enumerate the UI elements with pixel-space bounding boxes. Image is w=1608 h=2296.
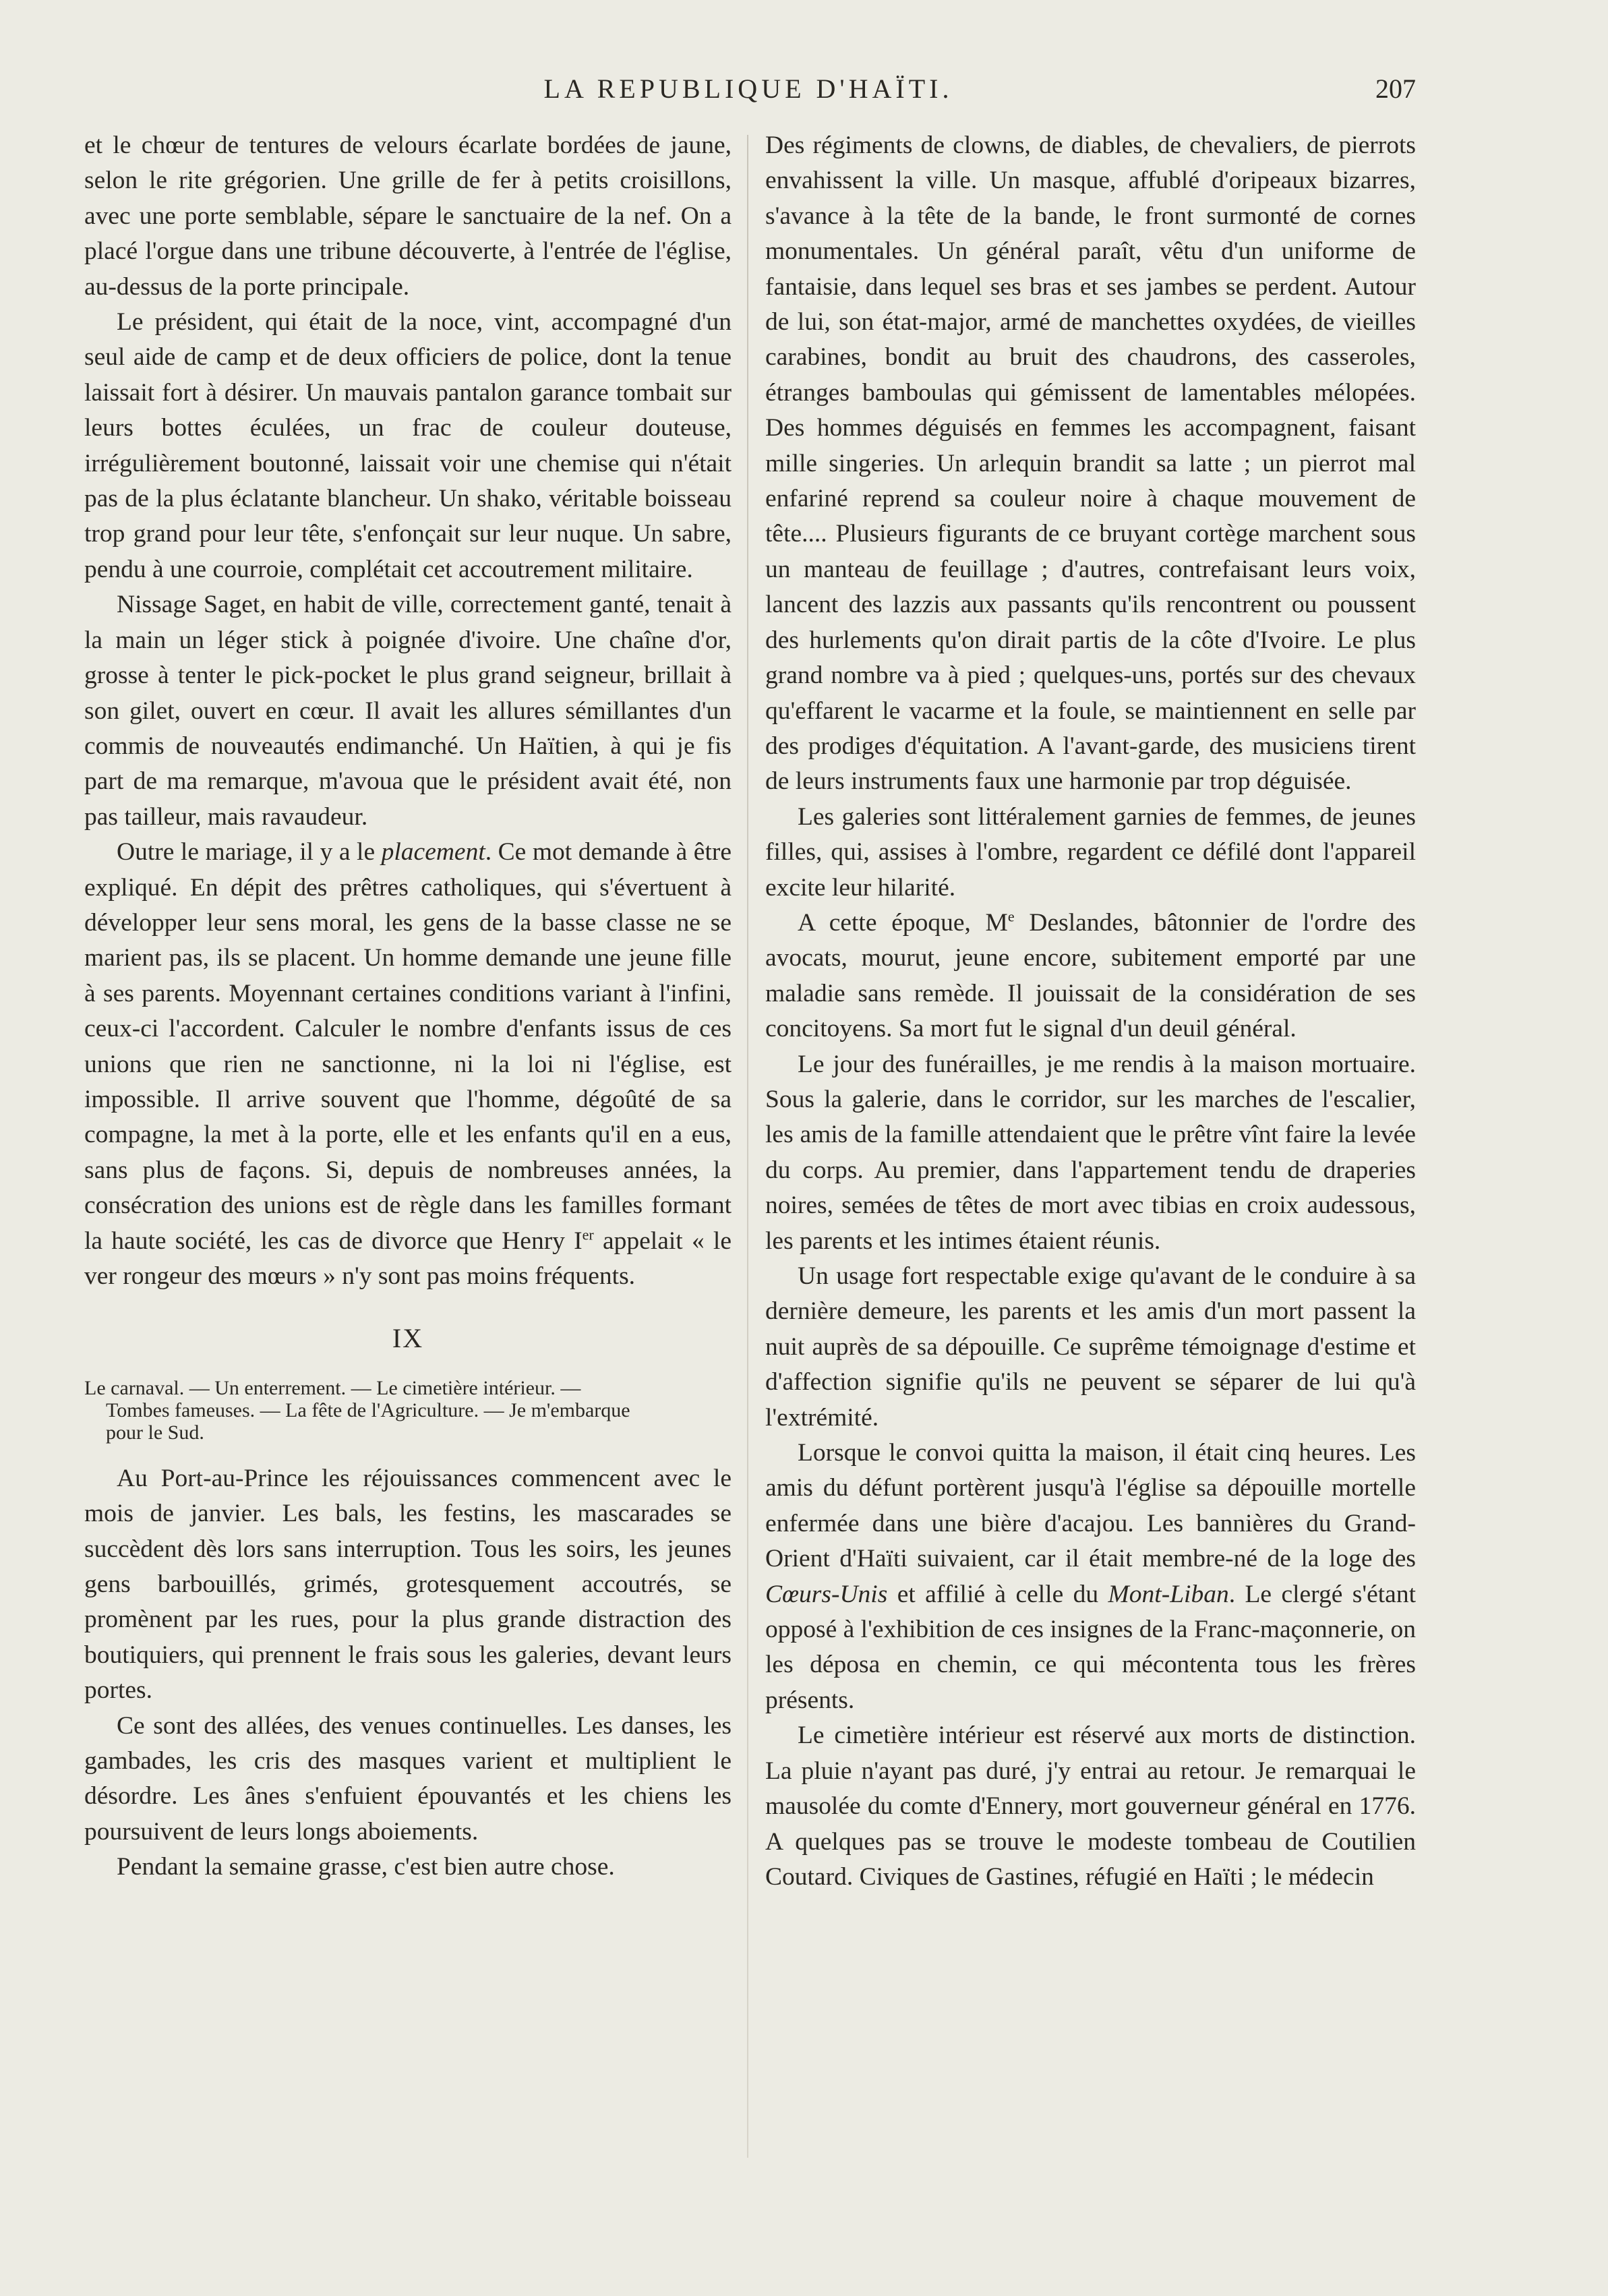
- summary-line: Le carnaval. — Un enterrement. — Le cimetière intérieur. —: [84, 1376, 581, 1399]
- paragraph: [765, 1436, 1416, 1718]
- paragraph: Les galeries sont littéralement garnies de femmes, de jeunes filles, qui, assises à l'ombre, regardent ce défilé dont l'appareil excite leur hilarité.: [765, 802, 1416, 902]
- running-title: LA REPUBLIQUE D'HAÏTI.: [543, 73, 953, 104]
- text-run: A cette époque, M: [798, 908, 1008, 937]
- paragraph: et le chœur de tentures de velours écarlate bordées de jaune, selon le rite grégorien. Une grille de fer à petits croisillons, avec une porte semblable, sépare le sanctuaire de la nef. On a placé l'orgue dans une tribune découverte, à l'entrée de l'église, au-dessus de la porte principale.: [84, 131, 732, 301]
- paragraph: Des régiments de clowns, de diables, de chevaliers, de pierrots envahissent la ville. Un masque, affublé d'oripeaux bizarres, s'avance à la tête de la bande, le front surmonté de cornes monumentales. Un général paraît, vêtu d'un uniforme de fantaisie, dans lequel ses bras et ses jambes se perdent. Autour de lui, son état-major, armé de manchettes oxydées, de vieilles carabines, bondit au bruit des chaudrons, des casseroles, étranges bamboulas qui gémissent de lamentables mélopées. Des hommes déguisés en femmes les accompagnent, faisant mille singeries. Un arlequin brandit sa latte ; un pierrot mal enfariné reprend sa couleur noire à chaque mouvement de tête.... Plusieurs figurants de ce bruyant cortège marchent sous un manteau de feuillage ; d'autres, contrefaisant leurs voix, lancent des lazzis aux passants qu'ils rencontrent ou poussent des hurlements qu'on dirait partis de la côte d'Ivoire. Le plus grand nombre va à pied ; quelques-uns, portés sur des chevaux qu'effarent le vacarme et la foule, se maintiennent en selle par des prodiges d'équitation. A l'avant-garde, des musiciens tirent de leurs instruments faux une harmonie par trop déguisée.: [765, 131, 1416, 796]
- paragraph: Nissage Saget, en habit de ville, correctement ganté, tenait à la main un léger stick à poignée d'ivoire. Une chaîne d'or, grosse à tenter le pick-pocket le plus grand seigneur, brillait à son gilet, ouvert en cœur. Il avait les allures sémillantes d'un commis de nouveautés endimanché. Un Haïtien, à qui je fis part de ma remarque, m'avoua que le président avait été, non pas tailleur, mais ravaudeur.: [84, 591, 732, 831]
- paragraph: Pendant la semaine grasse, c'est bien autre chose.: [117, 1853, 615, 1881]
- paragraph: Le cimetière intérieur est réservé aux morts de distinction. La pluie n'ayant pas duré, j'y entrai au retour. Je remarquai le mausolée du comte d'Ennery, mort gouverneur général en 1776. A quelques pas se trouve le modeste tombeau de Coutilien Coutard. Civiques de Gastines, réfugié en Haïti ; le médecin: [765, 1721, 1416, 1891]
- right-column: [765, 128, 1416, 1895]
- text-run: Lorsque le convoi quitta la maison, il était cinq heures. Les amis du défunt portèrent jusqu'à l'église sa dépouille mortelle enfermée dans une bière d'acajou. Les bannières du Grand-Orient d'Haïti suivaient, car il était membre-né de la loge des: [765, 1439, 1416, 1573]
- text-run: . Ce mot demande à être expliqué. En dépit des prêtres catholiques, qui s'évertuent à développer leur sens moral, les gens de la basse classe ne se marient pas, ils se placent. Un homme demande une jeune fille à ses parents. Moyennant certaines conditions variant à l'infini, ceux-ci l'accordent. Calculer le nombre d'enfants issus de ces unions que rien ne sanctionne, ni la loi ni l'église, est impossible. Il arrive souvent que l'homme, dégoûté de sa compagne, la met à la porte, elle et les enfants qu'il en a eus, sans plus de façons. Si, depuis de nombreuses années, la consécration des unions est de règle dans les familles formant la haute société, les cas de divorce que Henry I: [84, 838, 732, 1255]
- paragraph: Un usage fort respectable exige qu'avant de le conduire à sa dernière demeure, les parents et les amis d'un mort passent la nuit auprès de sa dépouille. Ce suprême témoignage d'estime et d'affection signifie qu'ils ne peuvent se séparer de lui qu'à l'extrémité.: [765, 1262, 1416, 1432]
- text-run: et affilié à celle du: [887, 1580, 1108, 1608]
- superscript: er: [582, 1226, 594, 1243]
- text-run: Outre le mariage, il y a le: [117, 838, 382, 866]
- column-divider: [747, 135, 748, 2158]
- chapter-summary: [84, 1377, 732, 1444]
- text-run: . Le clergé s'étant opposé à l'exhibition de ces insignes de la Franc-maçonnerie, on les déposa en chemin, ce qui mécontenta tous les frères présents.: [765, 1580, 1416, 1714]
- page-number: 207: [1375, 73, 1416, 104]
- text-run: appelait « le ver rongeur des mœurs » n'y sont pas moins fréquents.: [84, 1227, 732, 1290]
- paragraph: [765, 906, 1416, 1047]
- summary-line: pour le Sud.: [106, 1421, 204, 1444]
- paragraph: Le jour des funérailles, je me rendis à la maison mortuaire. Sous la galerie, dans le corridor, sur les marches de l'escalier, les amis de la famille attendaient que le prêtre vînt faire la levée du corps. Au premier, dans l'appartement tendu de draperies noires, semées de têtes de mort avec tibias en croix audessous, les parents et les intimes étaient réunis.: [765, 1050, 1416, 1255]
- paragraph: Ce sont des allées, des venues continuelles. Les danses, les gambades, les cris des masques varient et multiplient le désordre. Les ânes s'enfuient épouvantés et les chiens les poursuivent de leurs longs aboiements.: [84, 1711, 732, 1846]
- paragraph: Le président, qui était de la noce, vint, accompagné d'un seul aide de camp et de deux officiers de police, dont la tenue laissait fort à désirer. Un mauvais pantalon garance tombait sur leurs bottes éculées, un frac de couleur douteuse, irrégulièrement boutonné, laissait voir une chemise qui n'était pas de la plus éclatante blancheur. Un shako, véritable boisseau trop grand pour leur tête, s'enfonçait sur leur nuque. Un sabre, pendu à une courroie, complétait cet accoutrement militaire.: [84, 308, 732, 583]
- superscript: e: [1007, 908, 1015, 925]
- running-head: [88, 73, 1416, 113]
- summary-line: Tombes fameuses. — La fête de l'Agriculture. — Je m'embarque: [106, 1399, 630, 1421]
- italic-term: Mont-Liban: [1108, 1580, 1229, 1608]
- chapter-number: IX: [392, 1323, 424, 1354]
- italic-term: placement: [381, 838, 485, 866]
- text-run: Deslandes, bâtonnier de l'ordre des avocats, mourut, jeune encore, subitement emporté par une maladie sans remède. Il jouissait de la considération de ses concitoyens. Sa mort fut le signal d'un deuil général.: [765, 908, 1416, 1043]
- left-column: [84, 128, 732, 1885]
- italic-term: Cœurs-Unis: [765, 1580, 888, 1608]
- paragraph: [84, 835, 732, 1294]
- paragraph: Au Port-au-Prince les réjouissances commencent avec le mois de janvier. Les bals, les festins, les mascarades se succèdent dès lors sans interruption. Tous les soirs, les jeunes gens barbouillés, grimés, grotesquement accoutrés, se promènent par les rues, pour la plus grande distraction des boutiquiers, qui prennent le frais sous les galeries, devant leurs portes.: [84, 1464, 732, 1705]
